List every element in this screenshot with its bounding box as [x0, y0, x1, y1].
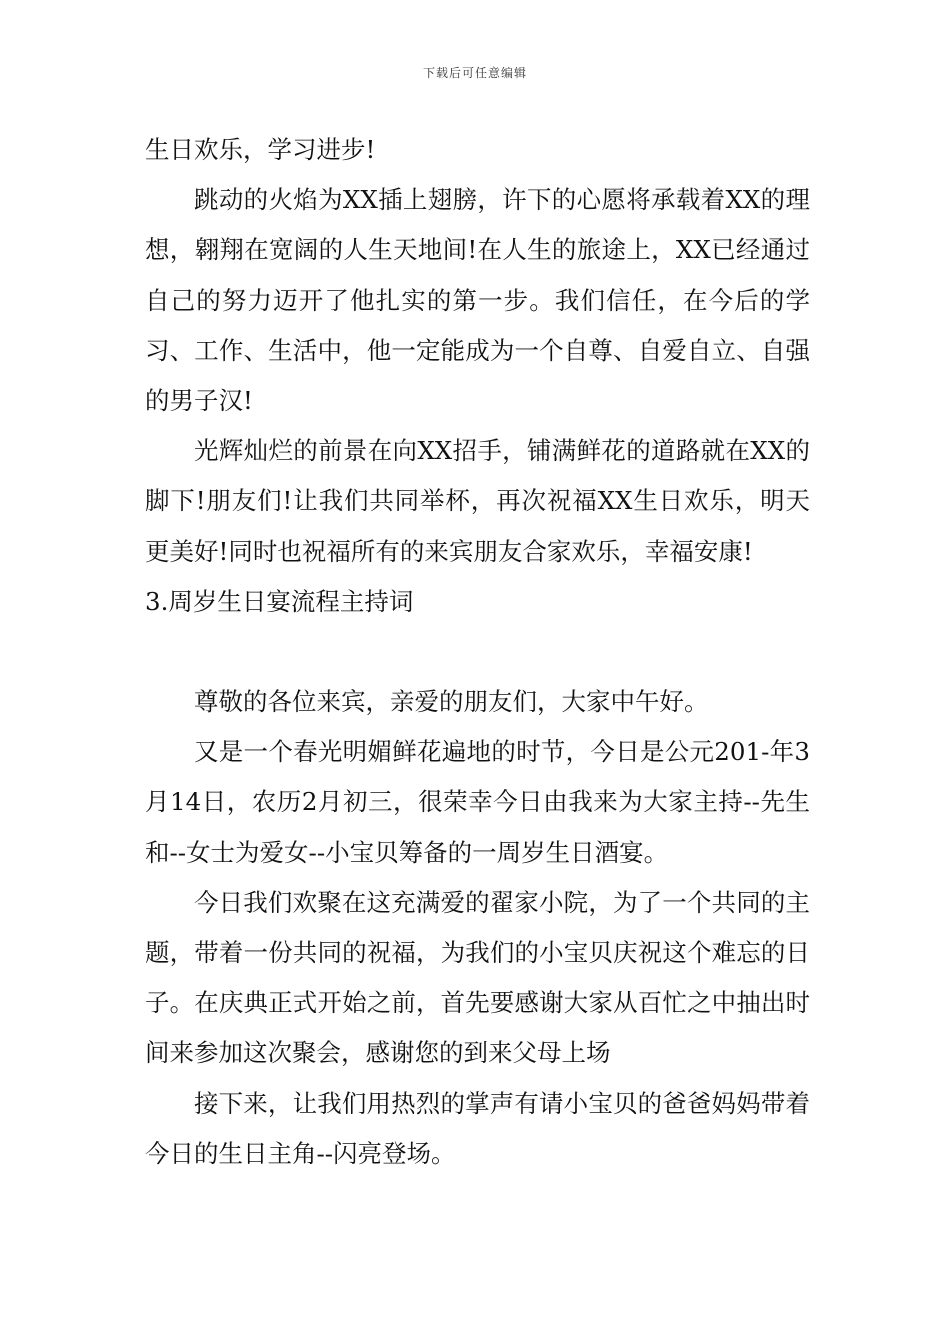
paragraph-7: 接下来，让我们用热烈的掌声有请小宝贝的爸爸妈妈带着今日的生日主角--闪亮登场。	[145, 1088, 810, 1168]
paragraph-5: 又是一个春光明媚鲜花遍地的时节，今日是公元201-年3月14日，农历2月初三，很荣幸今日由我来为大家主持--先生和--女士为爱女--小宝贝筹备的一周岁生日酒宴。	[145, 737, 810, 867]
paragraph-2: 跳动的火焰为XX插上翅膀，许下的心愿将承载着XX的理想，翱翔在宽阔的人生天地间!在人生的旅途上，XX已经通过自己的努力迈开了他扎实的第一步。我们信任，在今后的学习、工作、生活中，他一定能成为一个自尊、自爱自立、自强的男子汉!	[145, 185, 810, 416]
section-heading: 3.周岁生日宴流程主持词	[145, 586, 414, 616]
paragraph-3: 光辉灿烂的前景在向XX招手，铺满鲜花的道路就在XX的脚下!朋友们!让我们共同举杯，再次祝福XX生日欢乐，明天更美好!同时也祝福所有的来宾朋友合家欢乐，幸福安康!	[145, 436, 810, 566]
document-body	[145, 125, 810, 1179]
paragraph-1: 生日欢乐，学习进步!	[145, 135, 376, 164]
paragraph-6: 今日我们欢聚在这充满爱的翟家小院，为了一个共同的主题，带着一份共同的祝福，为我们的小宝贝庆祝这个难忘的日子。在庆典正式开始之前，首先要感谢大家从百忙之中抽出时间来参加这次聚会，感谢您的到来父母上场	[145, 887, 810, 1068]
blank-line	[145, 627, 810, 677]
paragraph-4: 尊敬的各位来宾，亲爱的朋友们，大家中午好。	[194, 687, 709, 717]
page-header: 下载后可任意编辑	[422, 66, 527, 80]
